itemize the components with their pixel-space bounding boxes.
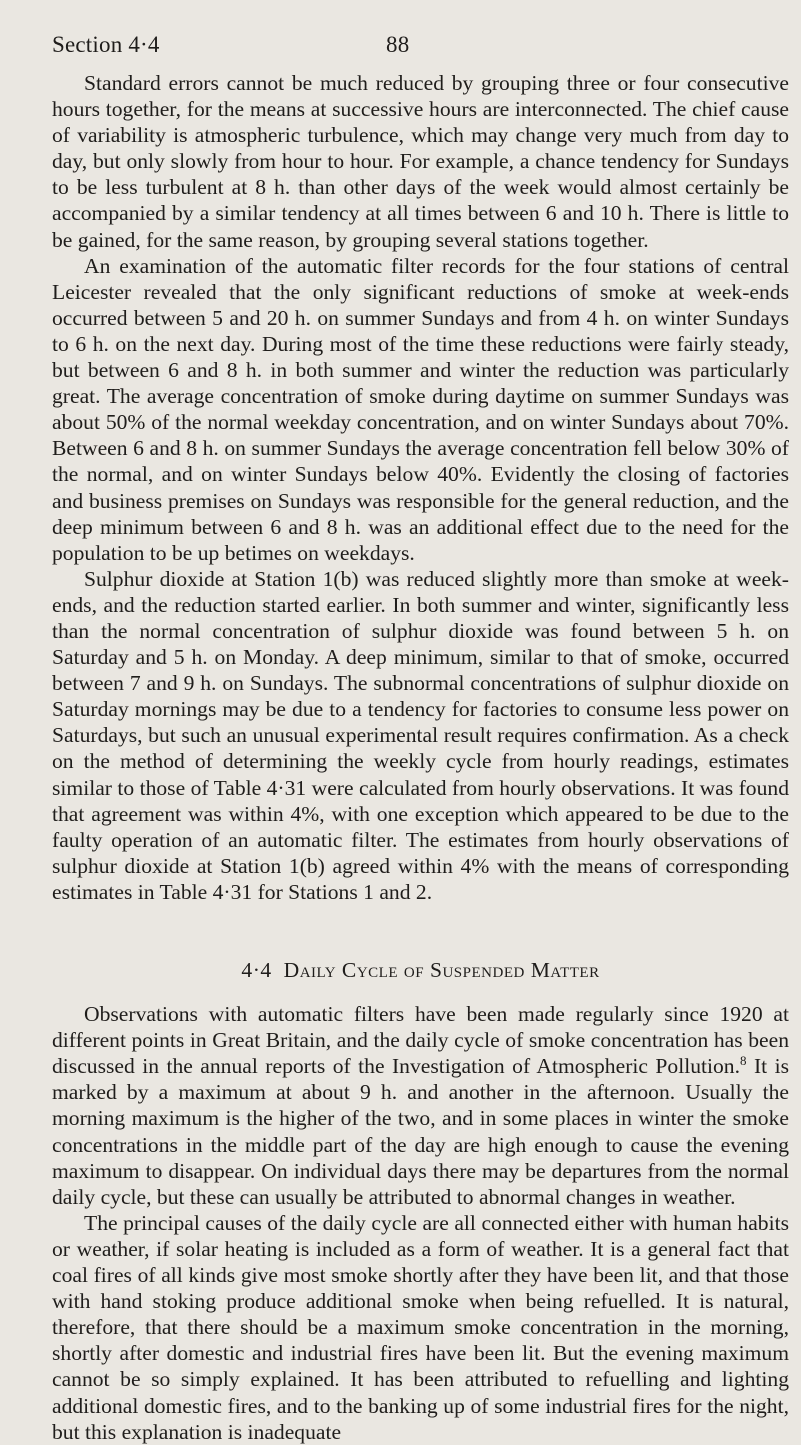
running-head [52,32,789,62]
paragraph-text: Observations with automatic filters have been made regularly since 1920 at different points in Great Britain, and the daily cycle of smoke concentration has been discussed in the annual reports of the Investigation of Atmospheric Pollution. [52,1002,789,1079]
paragraph: Standard errors cannot be much reduced by grouping three or four consecutive hours together, for the means at successive hours are interconnected. The chief cause of variability is atmospheric turbulence, which may change very much from day to day, but only slowly from hour to hour. For example, a chance tendency for Sundays to be less turbulent at 8 h. than other days of the week would almost certainly be accompanied by a similar tendency at all times between 6 and 10 h. There is little to be gained, for the same reason, by grouping several stations together. [52,71,789,252]
body-text [52,70,789,1445]
paragraph [52,1001,789,1210]
paragraph-text: It is marked by a maximum at about 9 h. and another in the afternoon. Usually the morning maximum is the higher of the two, and in some places in winter the smoke concentrations in the middle part of the day are high enough to cause the evening maximum to disappear. On individual days there may be departures from the normal daily cycle, but these can usually be attributed to abnormal changes in weather. [52,1054,790,1209]
paragraph: An examination of the automatic filter records for the four stations of central Leicester revealed that the only significant reductions of smoke at week-ends occurred between 5 and 20 h. on summer Sundays and from 4 h. on winter Sundays to 6 h. on the next day. During most of the time these reductions were fairly steady, but between 6 and 8 h. in both summer and winter the reduction was particularly great. The average concentration of smoke during daytime on summer Sundays was about 50% of the normal weekday concentration, and on winter Sundays about 70%. Between 6 and 8 h. on summer Sundays the average concentration fell below 30% of the normal, and on winter Sundays below 40%. Evidently the closing of factories and business premises on Sundays was responsible for the general reduction, and the deep minimum between 6 and 8 h. was an additional effect due to the need for the population to be up betimes on weekdays. [52,253,789,565]
paragraph: Sulphur dioxide at Station 1(b) was reduced slightly more than smoke at week-ends, and the reduction started earlier. In both summer and winter, significantly less than the normal concentration of sulphur dioxide was found between 5 h. on Saturday and 5 h. on Monday. A deep minimum, similar to that of smoke, occurred between 7 and 9 h. on Sundays. The subnormal concentrations of sulphur dioxide on Saturday mornings may be due to a tendency for factories to consume less power on Saturdays, but such an unusual experimental result requires confirmation. As a check on the method of determining the weekly cycle from hourly readings, estimates similar to those of Table 4·31 were calculated from hourly observations. It was found that agreement was within 4%, with one exception which appeared to be due to the faulty operation of an automatic filter. The estimates from hourly observations of sulphur dioxide at Station 1(b) agreed within 4% with the means of corresponding estimates in Table 4·31 for Stations 1 and 2. [52,566,789,904]
paragraph: The principal causes of the daily cycle are all connected either with human habits or weather, if solar heating is included as a form of weather. It is a general fact that coal fires of all kinds give most smoke shortly after they have been lit, and that those with hand stoking produce additional smoke when being refuelled. It is natural, therefore, that there should be a maximum smoke concentration in the morning, shortly after domestic and industrial fires have been lit. But the evening maximum cannot be so simply explained. It has been attributed to refuelling and lighting additional domestic fires, and to the banking up of some industrial fires for the night, but this explanation is inadequate [52,1210,789,1444]
section-heading [52,957,789,983]
page-number: 88 [386,32,410,57]
section-label: Section 4·4 [52,32,160,57]
section-title: Daily Cycle of Suspended Matter [283,958,600,982]
footnote-ref: 8 [740,1053,747,1069]
section-number: 4·4 [241,958,272,982]
